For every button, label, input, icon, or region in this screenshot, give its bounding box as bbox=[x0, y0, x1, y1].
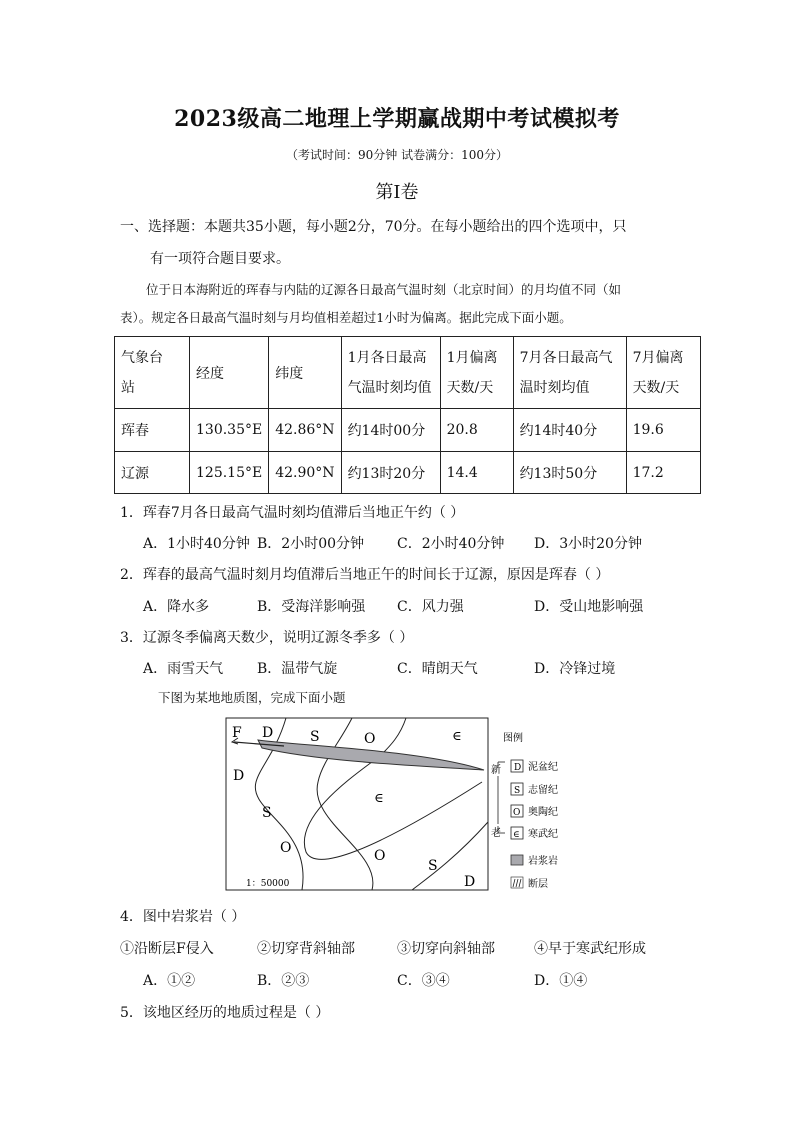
option-d[interactable]: D．①④ bbox=[534, 973, 588, 989]
option-a[interactable]: A．①② bbox=[143, 973, 196, 989]
legend-item-cambrian bbox=[511, 827, 558, 840]
svg-text:志留纪: 志留纪 bbox=[528, 785, 558, 796]
label-o-left: O bbox=[280, 840, 292, 856]
table-cell: 17.2 bbox=[626, 452, 700, 494]
table-cell: 42.86°N bbox=[269, 409, 341, 452]
table-header-cell: 7月偏离 天数/天 bbox=[626, 337, 700, 409]
table-cell: 约14时40分 bbox=[513, 409, 626, 452]
legend-item-ordovician bbox=[511, 805, 558, 818]
label-o-top: O bbox=[364, 731, 376, 747]
option-c[interactable]: C．风力强 bbox=[397, 599, 464, 615]
question-1-stem: 1．珲春7月各日最高气温时刻均值滞后当地正午约（ ） bbox=[120, 505, 465, 521]
question-4-options bbox=[143, 970, 703, 990]
table-cell: 14.4 bbox=[440, 452, 513, 494]
option-d[interactable]: D．受山地影响强 bbox=[534, 599, 644, 615]
table-cell: 珲春 bbox=[115, 409, 190, 452]
table-header-cell: 1月偏离 天数/天 bbox=[440, 337, 513, 409]
table-row bbox=[115, 452, 701, 494]
label-s-top: S bbox=[310, 729, 320, 745]
label-d-top: D bbox=[262, 725, 274, 741]
option-d[interactable]: D．冷锋过境 bbox=[534, 661, 616, 677]
table-cell: 125.15°E bbox=[190, 452, 269, 494]
table-header-cell: 7月各日最高气 温时刻均值 bbox=[513, 337, 626, 409]
option-a[interactable]: A．1小时40分钟 bbox=[143, 536, 250, 552]
option-b[interactable]: B．②③ bbox=[257, 973, 310, 989]
svg-text:岩浆岩: 岩浆岩 bbox=[528, 856, 558, 867]
table-cell: 130.35°E bbox=[190, 409, 269, 452]
label-cambrian-top: ∈ bbox=[452, 729, 462, 744]
label-o-bottom: O bbox=[374, 848, 386, 864]
option-a[interactable]: A．降水多 bbox=[143, 599, 210, 615]
section-instruction bbox=[120, 211, 695, 275]
legend-new: 新 bbox=[491, 765, 501, 776]
question-3-options bbox=[143, 658, 703, 678]
label-cambrian-mid: ∈ bbox=[374, 791, 384, 806]
table-cell: 约13时20分 bbox=[341, 452, 440, 494]
legend-old: 老 bbox=[491, 828, 501, 839]
section-line-1: 一、选择题：本题共35小题，每小题2分，70分。在每小题给出的四个选项中，只 bbox=[120, 219, 627, 235]
option-d[interactable]: D．3小时20分钟 bbox=[534, 536, 642, 552]
table-cell: 42.90°N bbox=[269, 452, 341, 494]
label-s-left: S bbox=[262, 805, 272, 821]
geological-map bbox=[222, 712, 572, 894]
option-b[interactable]: B．温带气旋 bbox=[257, 661, 338, 677]
intro-line-2: 表）。规定各日最高气温时刻与月均值相差超过1小时为偏离。据此完成下面小题。 bbox=[120, 310, 572, 325]
svg-text:O: O bbox=[513, 808, 521, 818]
statement-2: ②切穿背斜轴部 bbox=[257, 941, 355, 957]
temperature-table bbox=[114, 336, 701, 494]
question-1-options bbox=[143, 533, 703, 553]
table-header-cell: 经度 bbox=[190, 337, 269, 409]
label-s-bottom: S bbox=[428, 858, 438, 874]
statement-3: ③切穿向斜轴部 bbox=[397, 941, 495, 957]
svg-text:寒武纪: 寒武纪 bbox=[528, 829, 558, 840]
option-c[interactable]: C．③④ bbox=[397, 973, 450, 989]
question-4-statements bbox=[120, 938, 695, 958]
option-b[interactable]: B．受海洋影响强 bbox=[257, 599, 366, 615]
volume-heading: 第Ⅰ卷 bbox=[375, 182, 419, 203]
table-cell: 辽源 bbox=[115, 452, 190, 494]
svg-text:∈: ∈ bbox=[513, 830, 520, 840]
question-4-stem: 4．图中岩浆岩（ ） bbox=[120, 909, 246, 925]
map-scale: 1：50000 bbox=[246, 879, 290, 889]
legend-item-devonian bbox=[511, 760, 558, 773]
question-2-stem: 2．珲春的最高气温时刻月均值滞后当地正午的时间长于辽源，原因是珲春（ ） bbox=[120, 567, 610, 583]
option-c[interactable]: C．2小时40分钟 bbox=[397, 536, 505, 552]
statement-1: ①沿断层F侵入 bbox=[120, 941, 214, 957]
label-d-bottom: D bbox=[464, 874, 476, 890]
label-f: F bbox=[232, 725, 242, 741]
table-row bbox=[115, 409, 701, 452]
legend-item-magma bbox=[511, 854, 558, 867]
table-cell: 约13时50分 bbox=[513, 452, 626, 494]
table-header-cell: 纬度 bbox=[269, 337, 341, 409]
option-b[interactable]: B．2小时00分钟 bbox=[257, 536, 365, 552]
svg-text:D: D bbox=[514, 763, 522, 773]
svg-text:断层: 断层 bbox=[528, 879, 548, 890]
option-c[interactable]: C．晴朗天气 bbox=[397, 661, 478, 677]
svg-text:泥盆纪: 泥盆纪 bbox=[528, 762, 558, 773]
svg-text:S: S bbox=[514, 786, 521, 796]
exam-title: 2023级高二地理上学期赢战期中考试模拟考 bbox=[174, 106, 620, 132]
table-header-cell: 1月各日最高 气温时刻均值 bbox=[341, 337, 440, 409]
exam-subtitle: （考试时间：90分钟 试卷满分：100分） bbox=[286, 148, 508, 162]
map-intro: 下图为某地地质图，完成下面小题 bbox=[158, 690, 346, 705]
legend-item-fault bbox=[511, 877, 548, 890]
statement-4: ④早于寒武纪形成 bbox=[534, 941, 646, 957]
table-cell: 19.6 bbox=[626, 409, 700, 452]
section-line-2: 有一项符合题目要求。 bbox=[150, 251, 290, 267]
table-header-row bbox=[115, 337, 701, 409]
label-d-left: D bbox=[233, 768, 245, 784]
legend-item-silurian bbox=[511, 783, 558, 796]
question-5-stem: 5．该地区经历的地质过程是（ ） bbox=[120, 1005, 330, 1021]
legend-title: 图例 bbox=[503, 733, 523, 744]
table-cell: 约14时00分 bbox=[341, 409, 440, 452]
table-cell: 20.8 bbox=[440, 409, 513, 452]
table-header-cell: 气象台 站 bbox=[115, 337, 190, 409]
question-2-options bbox=[143, 596, 703, 616]
intro-passage bbox=[120, 276, 695, 332]
option-a[interactable]: A．雨雪天气 bbox=[143, 661, 224, 677]
question-3-stem: 3．辽源冬季偏离天数少，说明辽源冬季多（ ） bbox=[120, 630, 414, 646]
intro-line-1: 位于日本海附近的珲春与内陆的辽源各日最高气温时刻（北京时间）的月均值不同（如 bbox=[146, 282, 622, 297]
svg-text:奥陶纪: 奥陶纪 bbox=[528, 807, 558, 818]
